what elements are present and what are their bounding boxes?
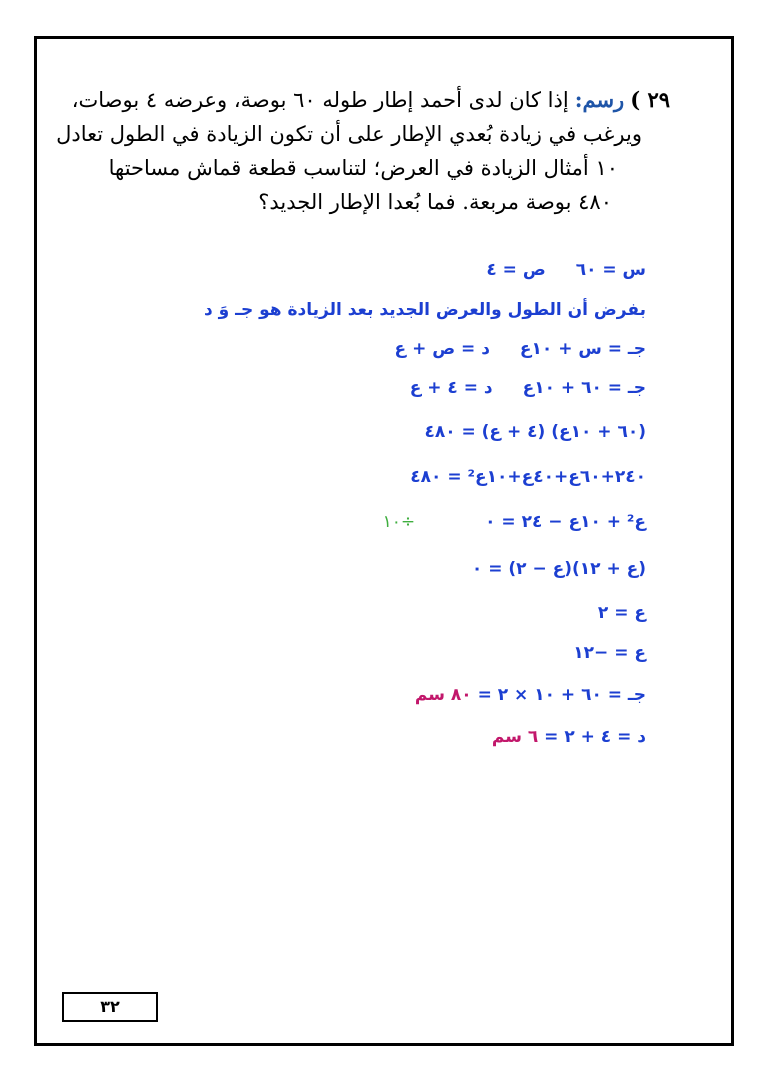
page-number: ٣٢ <box>100 997 120 1016</box>
length-line <box>415 685 646 705</box>
problem-number: ٢٩ ) <box>630 87 670 112</box>
given-a: س = ٦٠ <box>575 260 646 280</box>
problem-line-4: ٤٨٠ بوصة مربعة. فما بُعدا الإطار الجديد؟ <box>258 190 612 214</box>
sub-length: جـ = ٦٠ + ١٠ع <box>522 378 646 398</box>
expanded-equation: ٢٤٠+٦٠ع+٤٠ع+١٠ع² = ٤٨٠ <box>410 467 646 487</box>
definitions-line <box>395 339 646 359</box>
width-calc: د = ٤ + ٢ = <box>544 727 646 747</box>
given-values <box>486 260 646 280</box>
problem-line-3: ١٠ أمثال الزيادة في العرض؛ لتناسب قطعة قماش مساحتها <box>108 156 618 180</box>
length-calc: جـ = ٦٠ + ١٠ × ٢ = <box>477 685 646 705</box>
given-b: ص = ٤ <box>486 260 546 280</box>
area-equation: (٦٠ + ١٠ع) (٤ + ع) = ٤٨٠ <box>424 422 646 442</box>
factored-equation: (ع + ١٢)(ع − ٢) = ٠ <box>471 559 646 579</box>
root-negative: ع = −١٢ <box>573 643 646 663</box>
substitution-line <box>410 378 646 398</box>
divide-hint: ÷١٠ <box>382 512 416 532</box>
quadratic-equation: ع² + ١٠ع − ٢٤ = ٠ <box>485 512 646 532</box>
sub-width: د = ٤ + ع <box>409 378 493 398</box>
problem-keyword: رسم: <box>574 87 625 112</box>
length-result: ٨٠ سم <box>414 685 472 705</box>
quadratic-line <box>383 512 646 532</box>
problem-line-2: ويرغب في زيادة بُعدي الإطار على أن تكون الزيادة في الطول تعادل <box>56 122 642 146</box>
assumption-line: بفرض أن الطول والعرض الجديد بعد الزيادة هو جـ وَ د <box>204 300 646 320</box>
page-number-box <box>62 992 158 1022</box>
def-length: جـ = س + ١٠ع <box>519 339 646 359</box>
width-result: ٦ سم <box>491 727 539 747</box>
root-positive: ع = ٢ <box>597 603 646 623</box>
def-width: د = ص + ع <box>394 339 490 359</box>
problem-line-1: إذا كان لدى أحمد إطار طوله ٦٠ بوصة، وعرضه ٤ بوصات، <box>71 88 569 112</box>
width-line <box>492 727 646 747</box>
